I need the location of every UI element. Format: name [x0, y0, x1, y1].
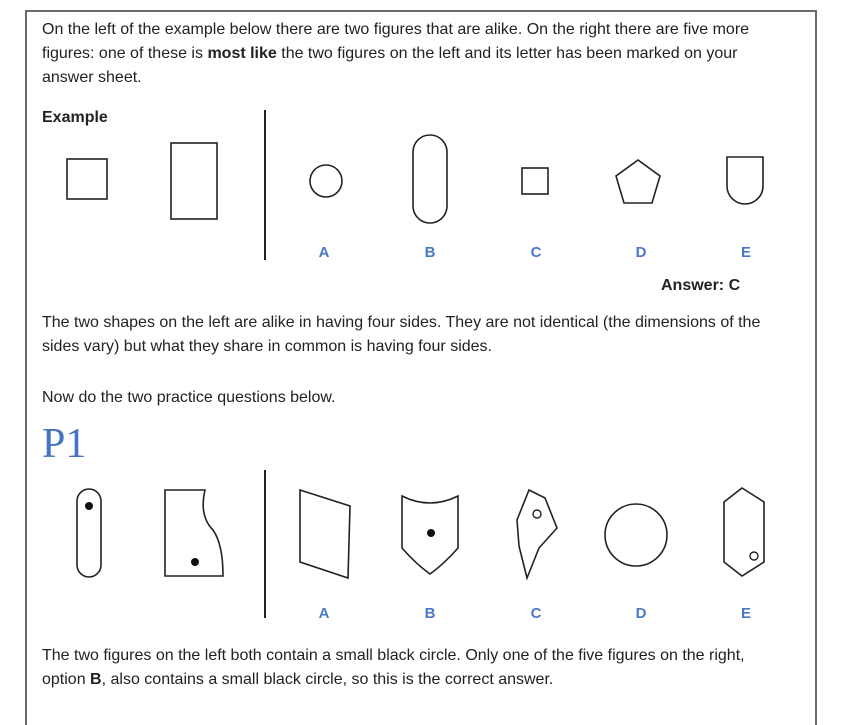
p1-option-a-parallelogram: [298, 488, 354, 582]
example-left-rectangle: [170, 142, 220, 222]
p1-option-a-label: A: [318, 605, 330, 622]
example-option-c-square: [521, 167, 551, 197]
p1-title: P1: [42, 421, 87, 467]
example-option-a-label: A: [318, 244, 330, 261]
example-option-b-stadium: [412, 134, 450, 226]
p1-explanation-bold: B: [90, 671, 102, 688]
p1-explanation: [42, 644, 792, 692]
p1-option-b-label: B: [424, 605, 436, 622]
p1-explanation-text-2: , also contains a small black circle, so this is the correct answer.: [101, 671, 554, 688]
example-divider: [264, 110, 266, 260]
intro-text-1: On the left of the example below there are two figures that are alike. On the right there are five more figures: one of these is: [42, 21, 750, 62]
example-option-d-pentagon: [614, 158, 664, 206]
p1-option-b-shield-with-dot: [400, 492, 464, 576]
example-option-a-circle: [308, 163, 346, 201]
example-answer: Answer: C: [661, 277, 741, 294]
p1-option-d-label: D: [635, 605, 647, 622]
practice-intro: Now do the two practice questions below.: [42, 389, 336, 406]
example-explanation: The two shapes on the left are alike in having four sides. They are not identical (the dimensions of the sides vary) but what they share in common is having four sides.: [42, 314, 761, 355]
p1-option-c-label: C: [530, 605, 542, 622]
intro-bold-text: most like: [207, 45, 277, 62]
example-option-d-label: D: [635, 244, 647, 261]
p1-option-e-label: E: [740, 605, 751, 622]
example-option-c-label: C: [530, 244, 542, 261]
intro-paragraph: [42, 18, 792, 90]
example-option-e-shield: [725, 155, 767, 207]
example-option-b-label: B: [424, 244, 436, 261]
p1-option-d-circle: [603, 502, 671, 570]
intro-text-2: the two figures on the left and its letter has been marked on your answer sheet.: [42, 45, 738, 86]
p1-explanation-text-1: The two figures on the left both contain a small black circle. Only one of the five figures on the right, option: [42, 647, 745, 688]
p1-option-c-polygon-with-open-circle: [515, 488, 561, 580]
example-heading: Example: [42, 109, 108, 126]
p1-left-curved-quad-with-dot: [163, 488, 227, 580]
p1-left-stadium-with-dot: [76, 488, 104, 580]
p1-option-e-hexagon-with-open-circle: [722, 486, 770, 580]
example-option-e-label: E: [740, 244, 751, 261]
example-left-square: [66, 158, 110, 202]
p1-divider: [264, 470, 266, 618]
